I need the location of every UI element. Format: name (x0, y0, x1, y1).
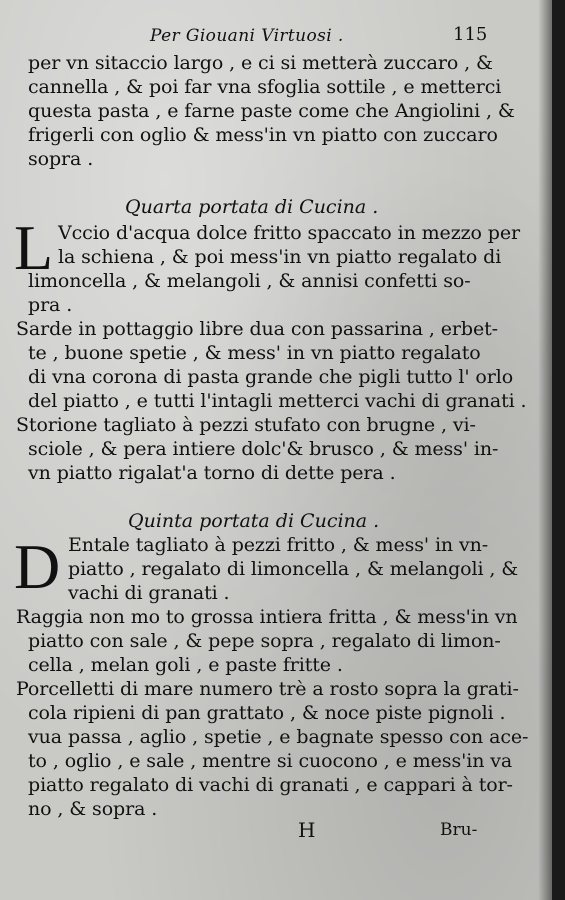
text-line: limoncella , & melangoli , & annisi confetti so- (28, 270, 471, 292)
text-line: Storione tagliato à pezzi stufato con brugne , vi- (16, 414, 476, 436)
text-line: pra . (28, 294, 73, 316)
section-heading-quinta: Quinta portata di Cucina . (128, 510, 380, 532)
page-edge-shadow (538, 0, 552, 900)
text-line: Sarde in pottaggio libre dua con passarina , erbet- (16, 318, 498, 340)
text-line: cella , melan goli , e paste fritte . (28, 654, 343, 676)
text-line: vua passa , aglio , spetie , e bagnate spesso con ace- (28, 726, 529, 748)
page-number: 115 (453, 24, 488, 45)
text-line: piatto regalato di vachi di granati , e cappari à tor- (28, 774, 513, 796)
text-line: vachi di granati . (68, 582, 230, 604)
text-line: per vn sitaccio largo , e ci si metterà zuccaro , & (28, 52, 493, 74)
text-line: Porcelletti di mare numero trè a rosto sopra la grati- (16, 678, 519, 700)
text-line: no , & sopra . (28, 798, 158, 820)
text-line: di vna corona di pasta grande che pigli tutto l' orlo (28, 366, 514, 388)
text-line: la schiena , & poi mess'in vn piatto regalato di (58, 246, 502, 268)
text-line: del piatto , e tutti l'intagli metterci vachi di granati . (28, 390, 527, 412)
text-line: te , buone spetie , & mess' in vn piatto regalato (28, 342, 481, 364)
section-heading-quarta: Quarta portata di Cucina . (125, 196, 379, 218)
text-line: questa pasta , e farne paste come che Angiolini , & (28, 100, 515, 122)
text-line: piatto con sale , & pepe sopra , regalato di limon- (28, 630, 501, 652)
running-head: Per Giouani Virtuosi . (150, 26, 344, 46)
text-line: vn piatto rigalat'a torno di dette pera . (28, 462, 396, 484)
text-line: Entale tagliato à pezzi fritto , & mess' in vn- (68, 534, 489, 556)
text-line: cannella , & poi far vna sfoglia sottile , e metterci (28, 76, 502, 98)
catchword: Bru- (440, 820, 478, 840)
drop-cap-d: D (14, 531, 61, 602)
text-line: sciole , & pera intiere dolc'& brusco , & mess' in- (28, 438, 499, 460)
text-line: Raggia non mo to grossa intiera fritta , & mess'in vn (16, 606, 518, 628)
drop-cap-l: L (14, 212, 54, 283)
text-line: to , oglio , e sale , mentre si cuocono , e mess'in va (28, 750, 513, 772)
text-line: Vccio d'acqua dolce fritto spaccato in mezzo per (58, 222, 520, 244)
text-line: piatto , regalato di limoncella , & melangoli , & (68, 558, 519, 580)
signature-mark: H (298, 818, 316, 842)
text-line: cola ripieni di pan grattato , & noce piste pignoli . (28, 702, 506, 724)
text-line: frigerli con oglio & mess'in vn piatto con zuccaro (28, 124, 498, 146)
text-line: sopra . (28, 148, 94, 170)
